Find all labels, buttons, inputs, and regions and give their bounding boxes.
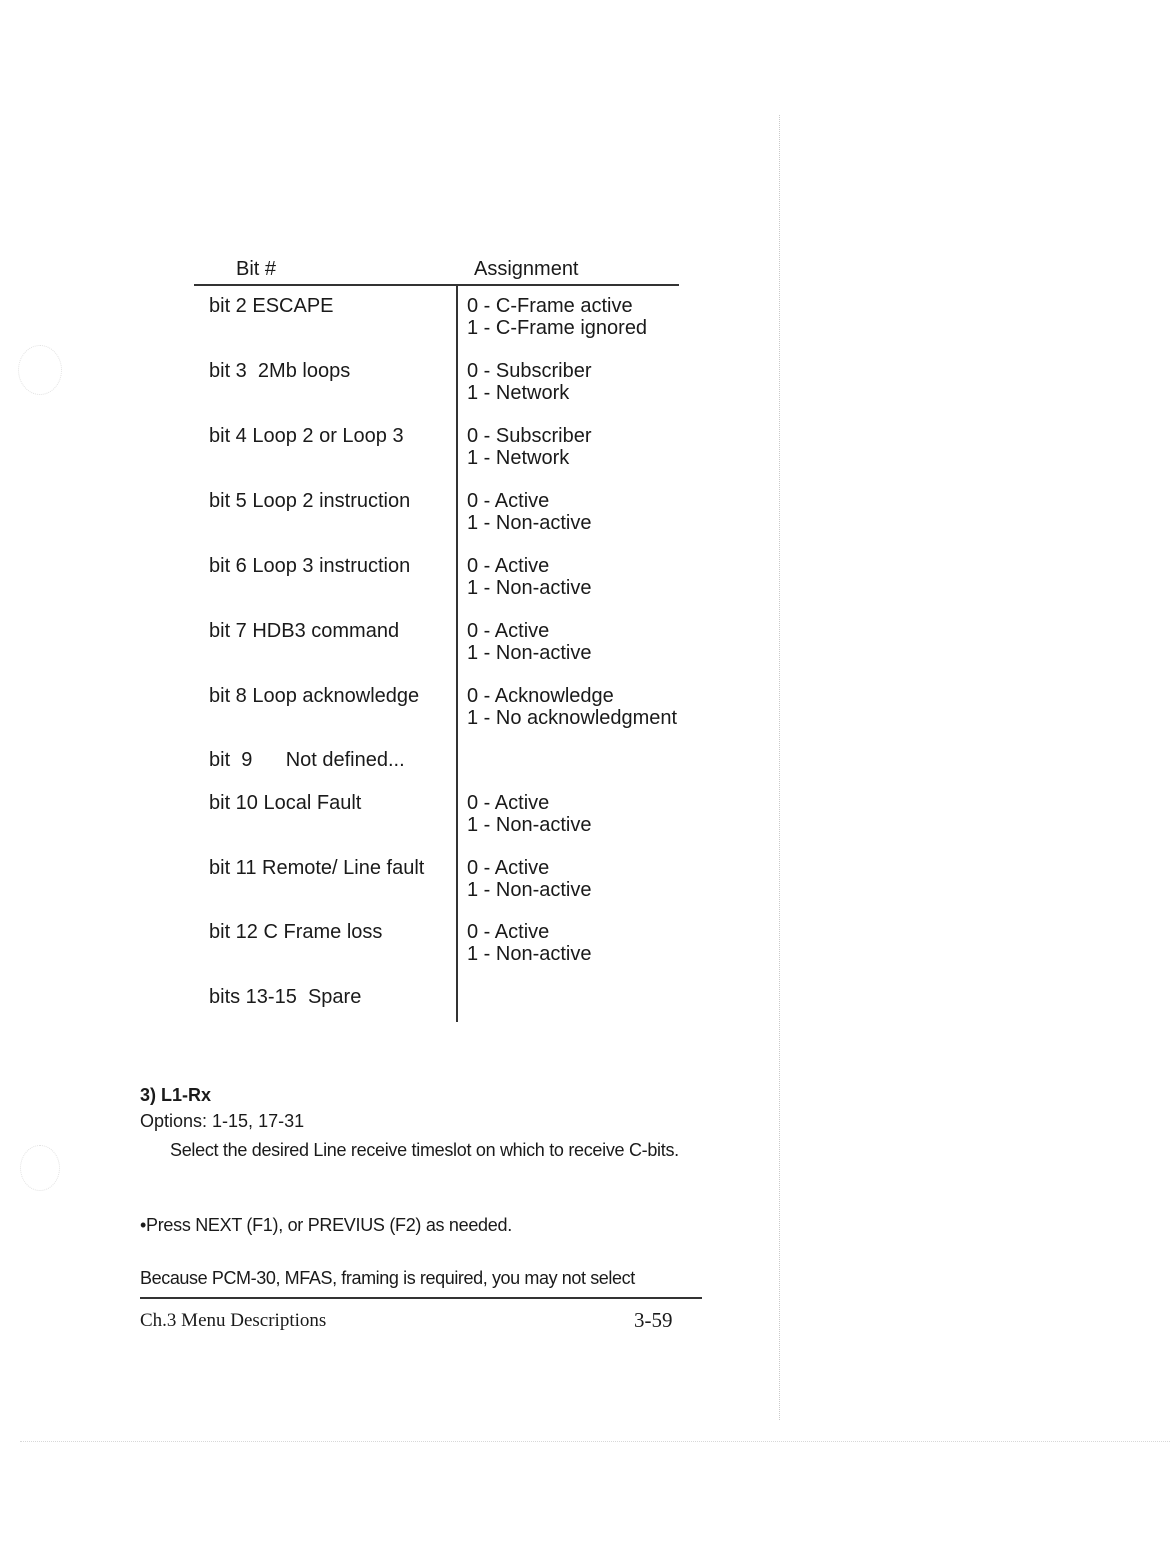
bit-label: bit 5 Loop 2 instruction: [209, 490, 411, 512]
section-title: 3) L1-Rx: [140, 1085, 212, 1105]
bit-label: bit 2 ESCAPE: [209, 295, 334, 317]
bit-label: bit 4 Loop 2 or Loop 3: [209, 425, 404, 447]
table-row: [0, 425, 760, 485]
table-row: [0, 921, 760, 981]
column-header-bit: Bit #: [236, 258, 277, 280]
footer-chapter: Ch.3 Menu Descriptions: [140, 1310, 327, 1331]
assignment-value: 0 - Subscriber 1 - Network: [467, 425, 592, 469]
press-instruction: •Press NEXT (F1), or PREVIUS (F2) as needed.: [140, 1215, 512, 1235]
bit-label: bit 7 HDB3 command: [209, 620, 400, 642]
table-row: [0, 620, 760, 680]
table-row: [0, 295, 760, 355]
table-row: [0, 555, 760, 615]
table-row: [0, 792, 760, 852]
description-paragraph: Select the desired Line receive timeslot on which to receive C-bits.: [170, 1140, 679, 1160]
assignment-value: 0 - C-Frame active 1 - C-Frame ignored: [467, 295, 648, 339]
punch-hole-mark: [20, 1145, 60, 1191]
assignment-value: 0 - Active 1 - Non-active: [467, 857, 592, 901]
options-text: Options: 1-15, 17-31: [140, 1111, 305, 1131]
assignment-value: 0 - Active 1 - Non-active: [467, 921, 592, 965]
bit-label: bit 8 Loop acknowledge: [209, 685, 420, 707]
table-row: [0, 360, 760, 420]
bit-label: bit 6 Loop 3 instruction: [209, 555, 411, 577]
assignment-value: 0 - Acknowledge 1 - No acknowledgment: [467, 685, 678, 729]
assignment-value: 0 - Active 1 - Non-active: [467, 792, 592, 836]
continued-paragraph: Because PCM-30, MFAS, framing is required, you may not select: [140, 1268, 635, 1288]
assignment-value: 0 - Active 1 - Non-active: [467, 620, 592, 664]
page-number: 3-59: [634, 1308, 673, 1332]
table-row: [0, 857, 760, 917]
bit-label: bit 10 Local Fault: [209, 792, 362, 814]
table-row: [0, 986, 760, 1046]
footer-rule: [140, 1297, 702, 1299]
header-rule: [194, 284, 679, 286]
assignment-value: 0 - Active 1 - Non-active: [467, 490, 592, 534]
assignment-value: 0 - Active 1 - Non-active: [467, 555, 592, 599]
assignment-value: 0 - Subscriber 1 - Network: [467, 360, 592, 404]
table-row: [0, 685, 760, 745]
bit-label: bits 13-15 Spare: [209, 986, 362, 1008]
margin-line: [779, 115, 780, 1420]
bit-label: bit 3 2Mb loops: [209, 360, 351, 382]
table-row: [0, 490, 760, 550]
bit-label: bit 11 Remote/ Line fault: [209, 857, 425, 879]
bit-label: bit 12 C Frame loss: [209, 921, 383, 943]
column-header-assignment: Assignment: [474, 258, 579, 280]
bit-label: bit 9 Not defined...: [209, 749, 405, 771]
page-edge-line: [20, 1441, 1170, 1442]
